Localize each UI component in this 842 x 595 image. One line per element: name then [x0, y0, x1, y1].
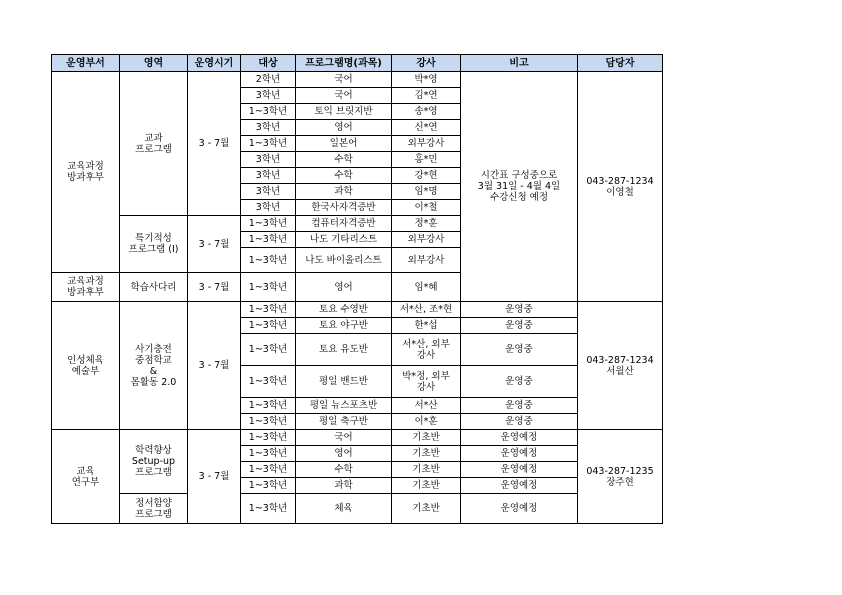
- area-cell: 사기충전 중점학교 & 몸활동 2.0: [120, 302, 188, 430]
- teacher-cell: 임*혜: [392, 273, 461, 302]
- teacher-cell: 외부강사: [392, 136, 461, 152]
- teacher-cell: 박*정, 외부 강사: [392, 366, 461, 398]
- table-row: [52, 72, 663, 88]
- note-cell: 운영중: [461, 366, 578, 398]
- program-cell: 수학: [296, 462, 392, 478]
- header-target: 대상: [241, 55, 296, 72]
- note-cell: 운영중: [461, 398, 578, 414]
- header-note: 비고: [461, 55, 578, 72]
- target-cell: 1~3학년: [241, 136, 296, 152]
- header-dept: 운영부서: [52, 55, 120, 72]
- target-cell: 1~3학년: [241, 398, 296, 414]
- teacher-cell: 이*철: [392, 200, 461, 216]
- teacher-cell: 기초반: [392, 446, 461, 462]
- target-cell: 1~3학년: [241, 273, 296, 302]
- contact-cell: 043-287-1235 장주현: [578, 430, 663, 524]
- teacher-cell: 김*연: [392, 88, 461, 104]
- teacher-cell: 기초반: [392, 430, 461, 446]
- target-cell: 3학년: [241, 168, 296, 184]
- program-cell: 국어: [296, 72, 392, 88]
- target-cell: 1~3학년: [241, 334, 296, 366]
- program-cell: 평일 밴드반: [296, 366, 392, 398]
- teacher-cell: 외부강사: [392, 232, 461, 248]
- header-teacher: 강사: [392, 55, 461, 72]
- header-contact: 담당자: [578, 55, 663, 72]
- note-cell: 운영예정: [461, 446, 578, 462]
- table-row: [52, 430, 663, 446]
- period-cell: 3 - 7월: [188, 273, 241, 302]
- program-cell: 나도 바이올리스트: [296, 248, 392, 273]
- target-cell: 2학년: [241, 72, 296, 88]
- target-cell: 3학년: [241, 200, 296, 216]
- program-cell: 토요 수영반: [296, 302, 392, 318]
- program-cell: 나도 기타리스트: [296, 232, 392, 248]
- teacher-cell: 임*명: [392, 184, 461, 200]
- dept-cell: 교육과정 방과후부: [52, 72, 120, 273]
- area-cell: 특기적성 프로그램 (I): [120, 216, 188, 273]
- program-cell: 평일 축구반: [296, 414, 392, 430]
- program-cell: 영어: [296, 120, 392, 136]
- teacher-cell: 이*훈: [392, 414, 461, 430]
- header-program: 프로그램명(과목): [296, 55, 392, 72]
- target-cell: 1~3학년: [241, 430, 296, 446]
- area-cell: 학습사다리: [120, 273, 188, 302]
- target-cell: 1~3학년: [241, 494, 296, 524]
- target-cell: 1~3학년: [241, 302, 296, 318]
- target-cell: 1~3학년: [241, 462, 296, 478]
- header-area: 영역: [120, 55, 188, 72]
- program-cell: 수학: [296, 152, 392, 168]
- area-cell: 정서함양 프로그램: [120, 494, 188, 524]
- target-cell: 1~3학년: [241, 446, 296, 462]
- target-cell: 3학년: [241, 184, 296, 200]
- note-cell: 운영중: [461, 334, 578, 366]
- program-cell: 국어: [296, 88, 392, 104]
- target-cell: 3학년: [241, 152, 296, 168]
- program-cell: 토요 야구반: [296, 318, 392, 334]
- dept-cell: 교육 연구부: [52, 430, 120, 524]
- target-cell: 1~3학년: [241, 318, 296, 334]
- program-cell: 국어: [296, 430, 392, 446]
- target-cell: 3학년: [241, 120, 296, 136]
- note-cell: 운영예정: [461, 430, 578, 446]
- teacher-cell: 한*섭: [392, 318, 461, 334]
- program-cell: 일본어: [296, 136, 392, 152]
- target-cell: 1~3학년: [241, 104, 296, 120]
- teacher-cell: 강*현: [392, 168, 461, 184]
- teacher-cell: 서*산, 외부 강사: [392, 334, 461, 366]
- target-cell: 3학년: [241, 88, 296, 104]
- target-cell: 1~3학년: [241, 248, 296, 273]
- note-cell: 운영중: [461, 302, 578, 318]
- teacher-cell: 홍*민: [392, 152, 461, 168]
- teacher-cell: 기초반: [392, 478, 461, 494]
- teacher-cell: 박*영: [392, 72, 461, 88]
- teacher-cell: 외부강사: [392, 248, 461, 273]
- note-cell: 운영예정: [461, 478, 578, 494]
- area-cell: 교과 프로그램: [120, 72, 188, 216]
- program-cell: 영어: [296, 273, 392, 302]
- dept-cell: 교육과정 방과후부: [52, 273, 120, 302]
- target-cell: 1~3학년: [241, 216, 296, 232]
- target-cell: 1~3학년: [241, 414, 296, 430]
- teacher-cell: 기초반: [392, 494, 461, 524]
- teacher-cell: 서*산: [392, 398, 461, 414]
- teacher-cell: 정*훈: [392, 216, 461, 232]
- program-cell: 과학: [296, 478, 392, 494]
- teacher-cell: 서*산, 조*현: [392, 302, 461, 318]
- program-cell: 컴퓨터자격증반: [296, 216, 392, 232]
- note-cell: 운영예정: [461, 462, 578, 478]
- table-row: [52, 302, 663, 318]
- program-cell: 수학: [296, 168, 392, 184]
- dept-cell: 인성체육 예술부: [52, 302, 120, 430]
- program-cell: 과학: [296, 184, 392, 200]
- target-cell: 1~3학년: [241, 366, 296, 398]
- note-cell: 시간표 구성중으로 3월 31일 - 4월 4일 수강신청 예정: [461, 72, 578, 302]
- target-cell: 1~3학년: [241, 232, 296, 248]
- contact-cell: 043-287-1234 이영철: [578, 72, 663, 302]
- program-cell: 영어: [296, 446, 392, 462]
- area-cell: 학력향상 Setup-up 프로그램: [120, 430, 188, 494]
- program-cell: 토요 유도반: [296, 334, 392, 366]
- header-row: [52, 55, 663, 72]
- teacher-cell: 송*영: [392, 104, 461, 120]
- period-cell: 3 - 7월: [188, 302, 241, 430]
- program-cell: 체육: [296, 494, 392, 524]
- period-cell: 3 - 7월: [188, 72, 241, 216]
- header-period: 운영시기: [188, 55, 241, 72]
- table-row: [52, 494, 663, 524]
- program-cell: 토익 브릿지반: [296, 104, 392, 120]
- period-cell: 3 - 7월: [188, 430, 241, 524]
- teacher-cell: 기초반: [392, 462, 461, 478]
- teacher-cell: 신*연: [392, 120, 461, 136]
- note-cell: 운영예정: [461, 494, 578, 524]
- contact-cell: 043-287-1234 서월산: [578, 302, 663, 430]
- period-cell: 3 - 7월: [188, 216, 241, 273]
- program-cell: 평일 뉴스포츠반: [296, 398, 392, 414]
- after-school-schedule-table: [51, 54, 663, 524]
- note-cell: 운영중: [461, 318, 578, 334]
- note-cell: 운영중: [461, 414, 578, 430]
- target-cell: 1~3학년: [241, 478, 296, 494]
- program-cell: 한국사자격증반: [296, 200, 392, 216]
